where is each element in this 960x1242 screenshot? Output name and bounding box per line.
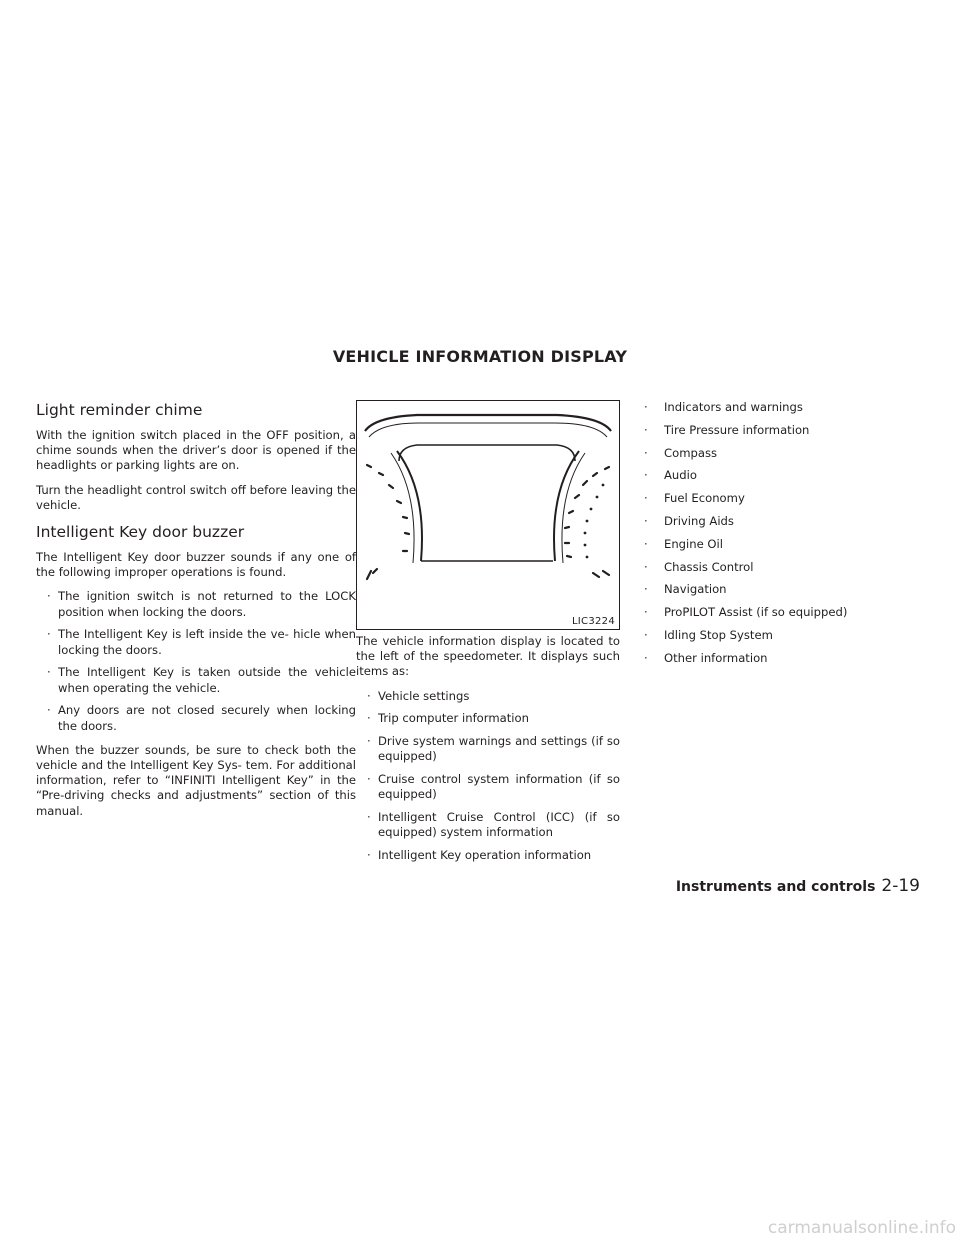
key-buzzer-outro: When the buzzer sounds, be sure to check both the vehicle and the Intelligent Key Sys- tem. For additional information, refer to “INFINITI Intelligent Key” in the “Pre-driving checks and adjustments” section of this manual. <box>36 742 356 818</box>
light-reminder-paragraph: Turn the headlight control switch off before leaving the vehicle. <box>36 482 356 512</box>
figure-code: LIC3224 <box>571 616 615 627</box>
section-banner: VEHICLE INFORMATION DISPLAY <box>332 347 628 366</box>
right-column <box>640 400 920 675</box>
watermark: carmanualsonline.info <box>767 1218 956 1238</box>
list-item: · Cruise control system information (if so equipped) <box>356 772 620 802</box>
middle-column <box>356 400 620 872</box>
list-item: · ProPILOT Assist (if so equipped) <box>640 605 920 620</box>
list-item: · Drive system warnings and settings (if so equipped) <box>356 734 620 764</box>
left-column <box>36 400 356 828</box>
list-item: · Intelligent Key operation information <box>356 848 620 863</box>
display-items-list-continued <box>640 400 920 666</box>
list-item: · Fuel Economy <box>640 491 920 506</box>
footer-section-title: Instruments and controls <box>675 879 876 895</box>
list-item: · The Intelligent Key is left inside the ve- hicle when locking the doors. <box>36 627 356 657</box>
list-item: · Indicators and warnings <box>640 400 920 415</box>
instrument-cluster-illustration <box>357 401 619 629</box>
list-item: · The ignition switch is not returned to the LOCK position when locking the doors. <box>36 589 356 619</box>
key-buzzer-heading: Intelligent Key door buzzer <box>36 523 245 542</box>
list-item: · Intelligent Cruise Control (ICC) (if so equipped) system information <box>356 810 620 840</box>
list-item: · Trip computer information <box>356 711 620 726</box>
page-number: 2-19 <box>881 876 920 896</box>
list-item: · Other information <box>640 651 920 666</box>
list-item: · Navigation <box>640 582 920 597</box>
key-buzzer-list <box>36 589 356 733</box>
list-item: · Chassis Control <box>640 560 920 575</box>
light-reminder-paragraph: With the ignition switch placed in the OFF position, a chime sounds when the driver’s door is opened if the headlights or parking lights are on. <box>36 428 356 473</box>
display-intro: The vehicle information display is located to the left of the speedometer. It displays such items as: <box>356 634 620 679</box>
list-item: · Vehicle settings <box>356 689 620 704</box>
key-buzzer-intro: The Intelligent Key door buzzer sounds if any one of the following improper operations is found. <box>36 550 356 580</box>
list-item: · Engine Oil <box>640 537 920 552</box>
list-item: · Any doors are not closed securely when locking the doors. <box>36 703 356 733</box>
list-item: · Compass <box>640 446 920 461</box>
instrument-cluster-figure <box>356 400 620 630</box>
list-item: · Idling Stop System <box>640 628 920 643</box>
display-items-list <box>356 689 620 864</box>
list-item: · Tire Pressure information <box>640 423 920 438</box>
page-footer <box>676 876 920 896</box>
list-item: · The Intelligent Key is taken outside the vehicle when operating the vehicle. <box>36 665 356 695</box>
list-item: · Driving Aids <box>640 514 920 529</box>
light-reminder-heading: Light reminder chime <box>36 401 203 419</box>
list-item: · Audio <box>640 468 920 483</box>
